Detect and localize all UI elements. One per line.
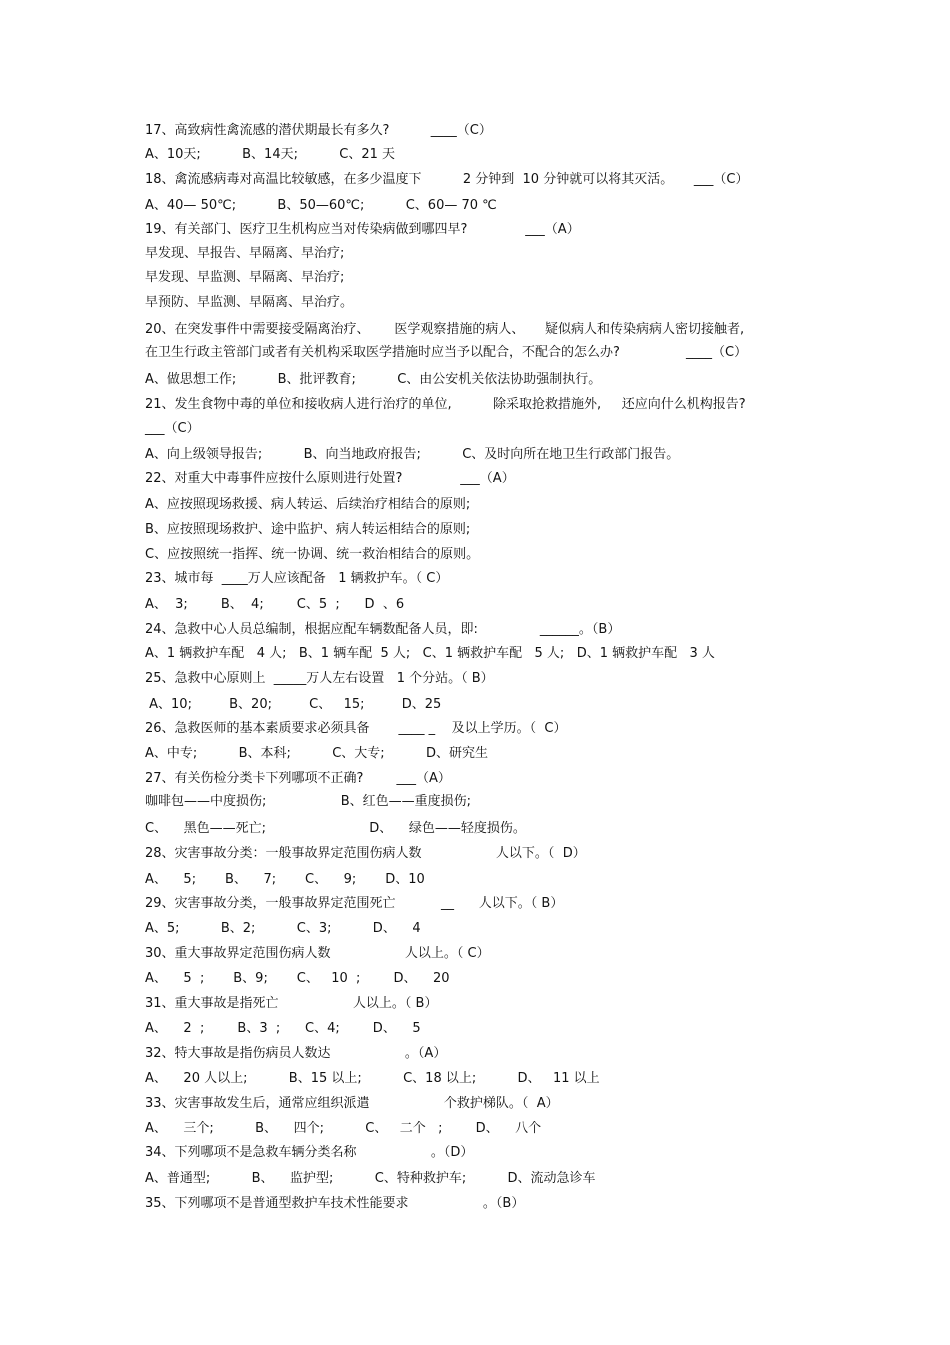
- options-28: A、 5; B、 7; C、 9; D、10: [145, 872, 425, 887]
- question-20-line2: 在卫生行政主管部门或者有关机构采取医学措施时应当予以配合，不配合的怎么办? ____（C）: [145, 345, 748, 360]
- option-19-a: 早发现、早报告、早隔离、早治疗;: [145, 246, 345, 261]
- question-31: 31、重大事故是指死亡 人以上。（ B）: [145, 996, 438, 1011]
- options-31: A、 2 ; B、3 ; C、4; D、 5: [145, 1021, 421, 1036]
- question-34: 34、下列哪项不是急救车辆分类名称 。（D）: [145, 1145, 474, 1160]
- question-30: 30、重大事故界定范围伤病人数 人以上。（ C）: [145, 946, 490, 961]
- options-24: A、1 辆救护车配 4 人; B、1 辆车配 5 人; C、1 辆救护车配 5 人; D、1 辆救护车配 3 人: [145, 646, 715, 661]
- options-32: A、 20 人以上; B、15 以上; C、18 以上; D、 11 以上: [145, 1071, 600, 1086]
- question-23: 23、城市每 ____万人应该配备 1 辆救护车。（ C）: [145, 571, 449, 586]
- options-23: A、 3; B、 4; C、5 ; D 、6: [145, 597, 405, 612]
- question-20-line1: 20、在突发事件中需要接受隔离治疗、 医学观察措施的病人、 疑似病人和传染病病人密切接触者,: [145, 322, 745, 337]
- question-27: 27、有关伤检分类卡下列哪项不正确? ___（A）: [145, 771, 451, 786]
- option-19-b: 早发现、早监测、早隔离、早治疗;: [145, 270, 345, 285]
- question-32: 32、特大事故是指伤病员人数达 。（A）: [145, 1046, 447, 1061]
- options-21: A、向上级领导报告; B、向当地政府报告; C、及时向所在地卫生行政部门报告。: [145, 447, 680, 462]
- question-28: 28、灾害事故分类：一般事故界定范围伤病人数 人以下。（ D）: [145, 846, 586, 861]
- question-22: 22、对重大中毒事件应按什么原则进行处置? ___（A）: [145, 471, 515, 486]
- options-25: A、10; B、20; C、 15; D、25: [145, 697, 442, 712]
- options-27-line2: C、 黑色——死亡; D、 绿色——轻度损伤。: [145, 821, 526, 836]
- option-22-c: C、应按照统一指挥、统一协调、统一救治相结合的原则。: [145, 547, 480, 562]
- question-33: 33、灾害事故发生后，通常应组织派遣 个救护梯队。（ A）: [145, 1096, 559, 1111]
- options-29: A、5; B、2; C、3; D、 4: [145, 921, 421, 936]
- question-21-line1: 21、发生食物中毒的单位和接收病人进行治疗的单位, 除采取抢救措施外, 还应向什么机构报告?: [145, 397, 746, 412]
- options-18: A、40— 50℃; B、50—60℃; C、60— 70 ℃: [145, 198, 497, 213]
- options-17: A、10天; B、14天; C、21 天: [145, 147, 396, 162]
- question-29: 29、灾害事故分类，一般事故界定范围死亡 __ 人以下。（ B）: [145, 896, 564, 911]
- question-19: 19、有关部门、医疗卫生机构应当对传染病做到哪四早? ___（A）: [145, 222, 580, 237]
- options-34: A、普通型; B、 监护型; C、特种救护车; D、流动急诊车: [145, 1171, 596, 1186]
- options-26: A、中专; B、本科; C、大专; D、研究生: [145, 746, 489, 761]
- options-33: A、 三个; B、 四个; C、 二个 ; D、 八个: [145, 1121, 542, 1136]
- question-25: 25、急救中心原则上 _____万人左右设置 1 个分站。（ B）: [145, 671, 494, 686]
- options-20: A、做思想工作; B、批评教育; C、由公安机关依法协助强制执行。: [145, 372, 602, 387]
- question-17: 17、高致病性禽流感的潜伏期最长有多久? ____（C）: [145, 123, 492, 138]
- option-22-a: A、应按照现场救援、病人转运、后续治疗相结合的原则;: [145, 497, 471, 512]
- question-24: 24、急救中心人员总编制，根据应配车辆数配备人员，即: ______。（B）: [145, 622, 621, 637]
- option-22-b: B、应按照现场救护、途中监护、病人转运相结合的原则;: [145, 522, 471, 537]
- question-26: 26、急救医师的基本素质要求必须具备 ____ _ 及以上学历。（ C）: [145, 721, 567, 736]
- option-19-c: 早预防、早监测、早隔离、早治疗。: [145, 295, 354, 310]
- options-30: A、 5 ; B、9; C、 10 ; D、 20: [145, 971, 450, 986]
- options-27-line1: 咖啡包——中度损伤; B、红色——重度损伤;: [145, 794, 472, 809]
- question-18: 18、禽流感病毒对高温比较敏感，在多少温度下 2 分钟到 10 分钟就可以将其灭活。 ___（C）: [145, 172, 749, 187]
- question-35: 35、下列哪项不是普通型救护车技术性能要求 。（B）: [145, 1196, 525, 1211]
- question-21-line2: ___（C）: [145, 421, 200, 436]
